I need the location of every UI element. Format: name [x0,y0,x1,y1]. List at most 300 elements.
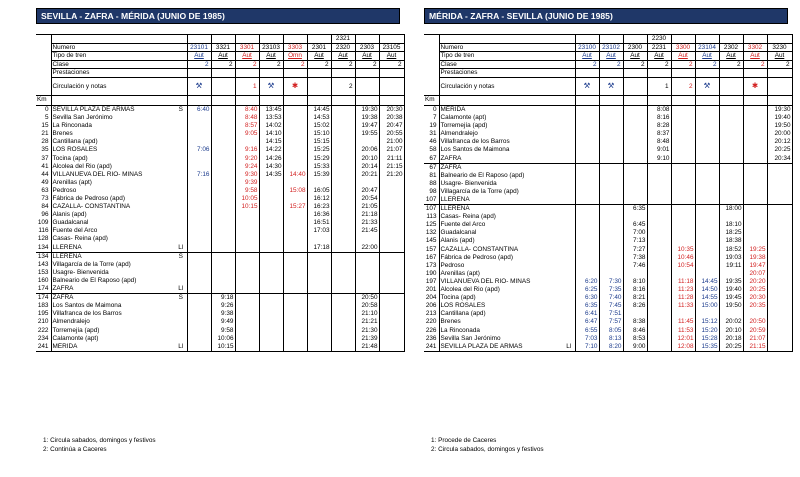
time-cell [671,105,695,114]
time-cell [211,187,235,195]
time-cell [283,114,307,122]
time-cell [259,211,283,219]
station-name: Calamonte (apt) [51,335,175,343]
time-cell: 7:57 [599,318,623,326]
station-row [36,138,404,146]
time-cell: 21:45 [355,227,379,235]
time-cell [575,205,599,214]
station-flag [563,172,575,180]
station-row [36,310,404,318]
station-flag [175,195,187,203]
time-cell [355,277,379,285]
time-cell [623,146,647,154]
station-flag [563,318,575,326]
time-cell [575,196,599,205]
station-flag [175,318,187,326]
time-cell [235,235,259,243]
train-circ-cell [599,77,623,95]
time-cell [307,261,331,269]
time-cell [767,221,792,229]
time-cell [211,203,235,211]
header-label: Tipo de tren [51,52,187,61]
time-cell [767,237,792,245]
time-cell [235,327,259,335]
station-row [36,203,404,211]
station-flag [563,130,575,138]
train-circ-cell [355,77,379,95]
circulacion-row [36,77,404,95]
time-cell [695,155,719,164]
station-row [424,122,792,130]
time-cell [575,122,599,130]
right-timetable [424,8,791,352]
time-cell [671,114,695,122]
time-cell: 19:50 [719,302,743,310]
time-cell: 21:21 [355,318,379,326]
km-cell [424,69,439,78]
time-cell [671,196,695,205]
station-flag [563,270,575,278]
time-cell [307,318,331,326]
station-flag [175,163,187,171]
time-cell: 18:52 [719,246,743,254]
time-cell [623,155,647,164]
blank-cell [51,95,187,105]
time-cell [647,254,671,262]
header-label: Numero [51,43,187,52]
station-km: 41 [36,163,51,171]
time-cell: 7:35 [599,286,623,294]
train-circ-cell [187,77,211,95]
time-cell: 8:37 [647,130,671,138]
time-cell: 8:08 [647,105,671,114]
time-cell: 8:26 [623,302,647,310]
train-tipo-cell: Aut [575,52,599,61]
time-cell: 10:54 [671,262,695,270]
station-name: Fábrica de Pedroso (apd) [51,195,175,203]
station-flag [563,146,575,154]
station-flag [563,114,575,122]
train-circ-cell: 2 [331,77,355,95]
time-cell: 7:38 [623,254,647,262]
time-cell [671,229,695,237]
train-tipo-cell: Aut [599,52,623,61]
time-cell [379,269,404,277]
time-cell [695,196,719,205]
station-flag [563,237,575,245]
time-cell [647,310,671,318]
time-cell [187,114,211,122]
train-prest-cell [259,69,283,78]
pre-row [424,35,792,44]
station-km: 241 [36,343,51,352]
time-cell: 11:33 [671,302,695,310]
time-cell [187,203,211,211]
time-cell: 20:14 [355,163,379,171]
station-name: SEVILLA PLAZA DE ARMAS [439,343,563,352]
time-cell: 15:15 [307,138,331,146]
time-cell [671,146,695,154]
time-cell [307,277,331,285]
time-cell [211,244,235,253]
time-cell: 20:30 [379,105,404,114]
time-cell: 16:23 [307,203,331,211]
station-name: Torremejía (apd) [439,122,563,130]
header-label: Clase [439,60,575,69]
station-row [36,105,404,114]
station-flag [563,262,575,270]
time-cell: 14:26 [259,155,283,163]
station-name: MÉRIDA [51,343,175,352]
time-cell [671,155,695,164]
time-cell: 19:38 [743,254,767,262]
train-pre-cell [623,35,647,44]
time-cell: 6:35 [623,205,647,214]
time-cell [307,335,331,343]
blank-cell [719,95,743,105]
blank-cell [671,95,695,105]
station-flag [563,246,575,254]
station-km: 37 [36,155,51,163]
time-cell: 6:47 [575,318,599,326]
time-cell [695,262,719,270]
station-row [424,246,792,254]
time-cell [211,252,235,261]
time-cell [671,163,695,172]
station-name: Fábrica de Pedroso (apd) [439,254,563,262]
time-cell [235,277,259,285]
station-name: LLERENA [51,244,175,253]
time-cell [379,179,404,187]
time-cell: 7:45 [599,302,623,310]
time-cell [575,114,599,122]
time-cell [355,235,379,243]
station-km: 222 [36,327,51,335]
time-cell [187,285,211,294]
time-cell: 16:05 [307,187,331,195]
time-cell [259,327,283,335]
station-km: 236 [424,335,439,343]
station-flag [175,211,187,219]
station-flag [175,122,187,130]
train-circ-cell [695,77,719,95]
train-num-cell: 23100 [575,43,599,52]
blank-cell [283,95,307,105]
time-cell [331,244,355,253]
station-row [36,130,404,138]
time-cell [235,310,259,318]
time-cell [743,155,767,164]
train-clase-cell: 2 [647,60,671,69]
station-row [424,302,792,310]
time-cell [719,130,743,138]
time-cell [331,171,355,179]
station-flag [175,179,187,187]
time-cell: 9:38 [211,310,235,318]
station-name: LOS ROSALES [51,146,175,154]
time-cell [331,105,355,114]
time-cell: 11:45 [671,318,695,326]
time-cell [743,221,767,229]
train-prest-cell [235,69,259,78]
station-row [424,213,792,221]
time-cell [283,285,307,294]
time-cell [623,188,647,196]
time-cell [259,244,283,253]
time-cell [379,343,404,352]
time-cell [599,237,623,245]
time-cell: 14:10 [259,130,283,138]
station-km: 116 [36,227,51,235]
tipo-row [36,52,404,61]
time-cell [331,318,355,326]
time-cell [187,244,211,253]
right-note-1: 1: Procede de Caceres [431,437,497,444]
station-row [36,285,404,294]
time-cell [283,146,307,154]
station-km: 174 [36,294,51,303]
time-cell: 9:20 [235,155,259,163]
station-km: 109 [36,219,51,227]
station-name: Villafranca de los Barros [439,138,563,146]
station-row [424,221,792,229]
station-flag [563,278,575,286]
time-cell [695,229,719,237]
time-cell: 20:12 [767,138,792,146]
time-cell [599,229,623,237]
km-cell [36,60,51,69]
time-cell [187,335,211,343]
station-flag [563,122,575,130]
time-cell: 21:10 [355,310,379,318]
train-pre-cell [575,35,599,44]
time-cell [767,286,792,294]
time-cell: 9:16 [235,146,259,154]
time-cell [331,261,355,269]
time-cell [259,343,283,352]
time-cell: 15:33 [307,163,331,171]
time-cell [379,277,404,285]
time-cell [307,343,331,352]
time-cell: 8:13 [599,335,623,343]
time-cell: 21:15 [743,343,767,352]
train-num-cell: 2301 [307,43,331,52]
time-cell: 17:03 [307,227,331,235]
time-cell: 21:48 [355,343,379,352]
time-cell: 21:20 [379,171,404,179]
time-cell [695,310,719,318]
time-cell [355,179,379,187]
train-clase-cell: 2 [743,60,767,69]
time-cell [307,179,331,187]
time-cell [235,302,259,310]
train-tipo-cell: Omn [283,52,307,61]
time-cell: 19:45 [719,294,743,302]
train-tipo-cell: Aut [719,52,743,61]
time-cell [671,221,695,229]
train-circ-cell [767,77,792,95]
train-pre-cell [379,35,404,44]
time-cell [211,211,235,219]
time-cell [235,335,259,343]
time-cell: 8:16 [623,286,647,294]
time-cell: 9:58 [211,327,235,335]
time-cell: 20:21 [355,171,379,179]
train-pre-cell [307,35,331,44]
station-row [424,114,792,122]
train-pre-cell [743,35,767,44]
time-cell [647,196,671,205]
time-cell: 14:30 [259,163,283,171]
time-cell [767,205,792,214]
time-cell [331,195,355,203]
station-flag: S [175,252,187,261]
station-row [424,172,792,180]
time-cell: 19:11 [719,262,743,270]
time-cell [647,318,671,326]
time-cell: 21:39 [355,335,379,343]
time-cell: 7:51 [599,310,623,318]
station-name: Balneario de El Raposo (apd) [439,172,563,180]
time-cell: 20:35 [743,302,767,310]
time-cell [767,196,792,205]
time-cell: 21:11 [379,155,404,163]
time-cell: 15:12 [695,318,719,326]
header-label: Numero [439,43,575,52]
time-cell [259,318,283,326]
time-cell [235,252,259,261]
time-cell [331,179,355,187]
time-cell [719,196,743,205]
time-cell: 15:20 [695,327,719,335]
station-flag [563,163,575,172]
time-cell: 20:02 [719,318,743,326]
time-cell [575,262,599,270]
time-cell: 20:34 [767,155,792,164]
time-cell [671,205,695,214]
time-cell: 10:06 [211,335,235,343]
time-cell [235,227,259,235]
clase-row [36,60,404,69]
time-cell [187,195,211,203]
time-cell: 14:40 [283,171,307,179]
time-cell [187,343,211,352]
time-cell [599,246,623,254]
blank-cell [307,95,331,105]
time-cell [331,155,355,163]
time-cell: 14:53 [307,114,331,122]
station-flag [175,302,187,310]
train-num-cell: 23104 [695,43,719,52]
train-circ-cell [575,77,599,95]
time-cell: 19:47 [743,262,767,270]
time-cell [599,172,623,180]
km-cell [424,35,439,44]
time-cell: 9:49 [211,318,235,326]
station-flag [563,229,575,237]
time-cell [283,227,307,235]
station-flag: S [175,294,187,303]
time-cell: 20:20 [743,278,767,286]
station-row [36,277,404,285]
train-prest-cell [379,69,404,78]
station-km: 107 [424,196,439,205]
time-cell [187,327,211,335]
station-name: Casas- Reina (apd) [439,213,563,221]
right-table [424,34,793,352]
time-cell [743,237,767,245]
time-cell [671,188,695,196]
time-cell [283,163,307,171]
header-label [51,35,187,44]
station-name: La Rinconada [51,122,175,130]
station-flag [563,196,575,205]
time-cell [379,187,404,195]
station-km: 132 [424,229,439,237]
time-cell [623,180,647,188]
time-cell [671,172,695,180]
station-row [424,138,792,146]
station-row [424,130,792,138]
time-cell: 19:50 [767,122,792,130]
time-cell [767,262,792,270]
time-cell [211,235,235,243]
station-name: Almendralejo [51,318,175,326]
time-cell [623,130,647,138]
time-cell: 9:00 [623,343,647,352]
time-cell [211,105,235,114]
station-name: CAZALLA- CONSTANTINA [439,246,563,254]
station-row [424,254,792,262]
time-cell [187,261,211,269]
station-km: 143 [36,261,51,269]
time-cell: 7:27 [623,246,647,254]
time-cell: 21:07 [743,335,767,343]
train-pre-cell [671,35,695,44]
time-cell: 9:18 [211,294,235,303]
time-cell [307,327,331,335]
train-pre-cell: 2230 [647,35,671,44]
time-cell [767,163,792,172]
time-cell: 8:53 [623,335,647,343]
time-cell [283,138,307,146]
time-cell [647,278,671,286]
time-cell [647,262,671,270]
time-cell: 20:25 [743,286,767,294]
station-km: 96 [36,211,51,219]
time-cell: 13:53 [259,114,283,122]
station-flag [563,180,575,188]
station-flag [563,155,575,164]
time-cell [259,335,283,343]
time-cell [331,277,355,285]
time-cell [767,188,792,196]
time-cell [259,277,283,285]
train-prest-cell [767,69,792,78]
train-num-cell: 23102 [599,43,623,52]
blank-cell [187,95,211,105]
time-cell: 7:10 [575,343,599,352]
time-cell [307,285,331,294]
train-tipo-cell: Aut [211,52,235,61]
train-clase-cell: 2 [695,60,719,69]
station-row [36,244,404,253]
station-km: 206 [424,302,439,310]
time-cell [575,138,599,146]
time-cell [259,187,283,195]
time-cell [187,302,211,310]
time-cell [259,269,283,277]
